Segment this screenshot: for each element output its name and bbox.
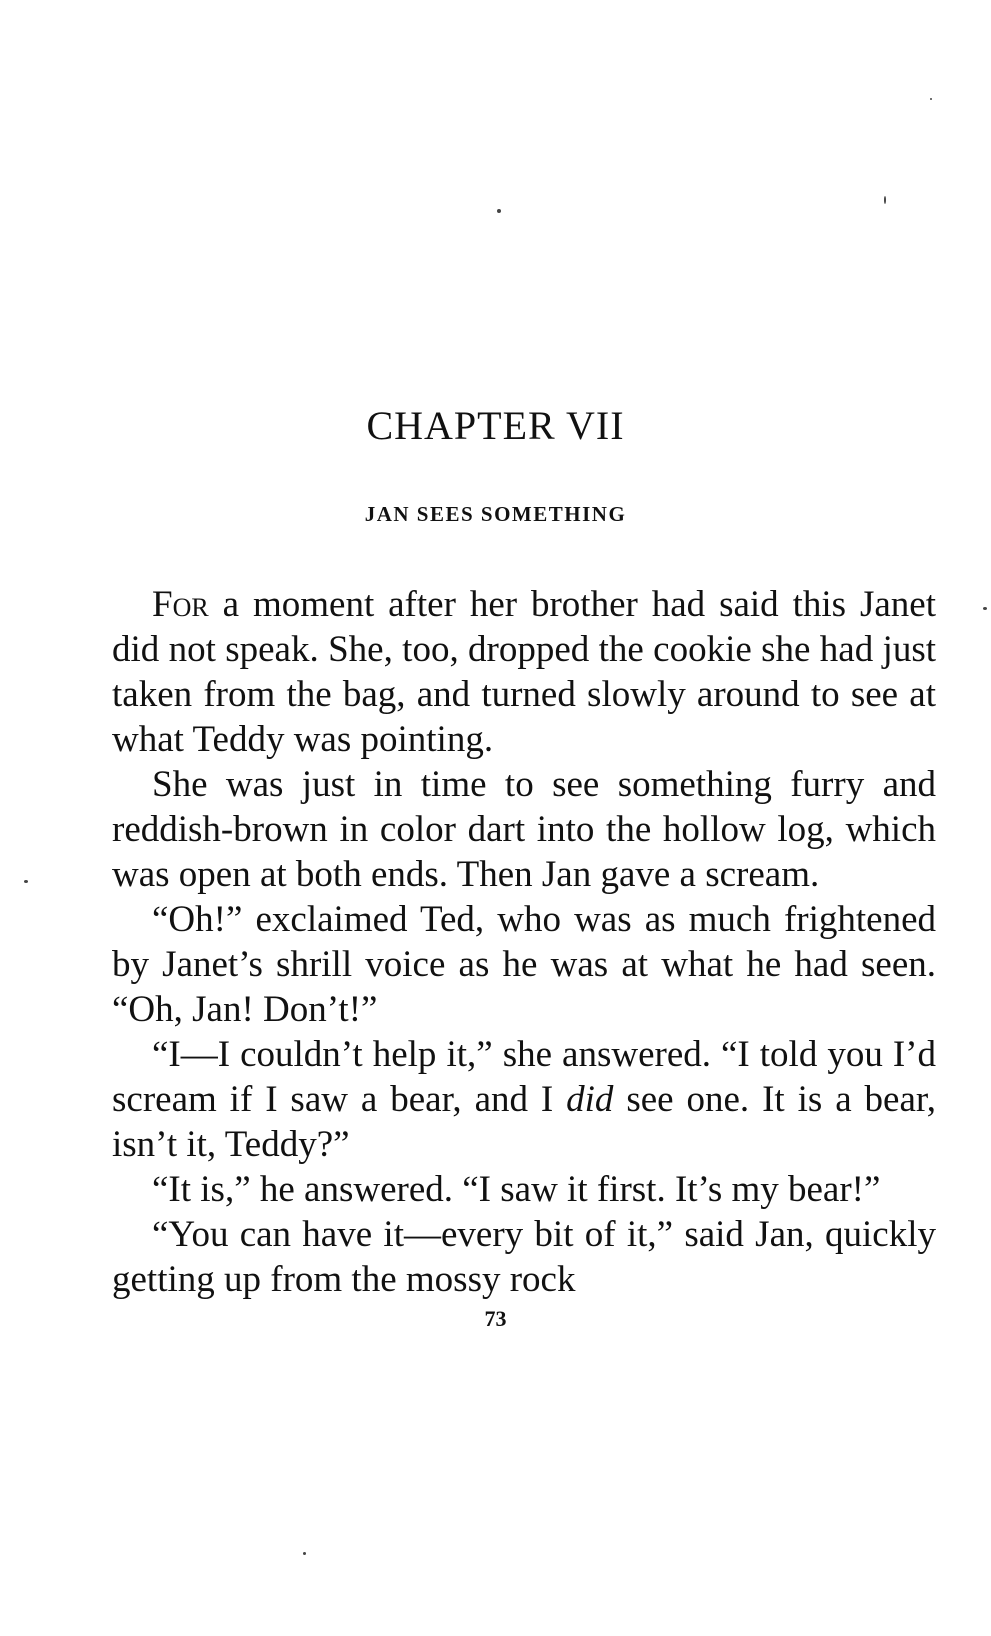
scan-speck [930,98,932,100]
scan-speck [497,209,501,213]
paragraph [112,582,936,762]
scan-speck [303,1552,306,1555]
paragraph-text: see one. It is a bear, isn’t it, Teddy?” [112,1079,936,1165]
scan-speck [983,607,987,610]
scan-speck [24,880,28,883]
paragraph: She was just in time to see something furry and reddish-brown in color dart into the hollow log, which was open at both ends. Then Jan gave a scream. [112,764,936,895]
paragraph [112,1032,936,1167]
paragraph: “You can have it—every bit of it,” said Jan, quickly getting up from the mossy rock [112,1214,936,1300]
chapter-body [112,582,936,1302]
paragraph: “It is,” he answered. “I saw it first. It’s my bear!” [152,1169,881,1210]
paragraph-text: “I—I couldn’t help it,” she answered. “I told you I’d scream if I saw a bear, and I [112,1034,936,1120]
chapter-subtitle: JAN SEES SOMETHING [364,502,627,526]
scan-speck [884,196,886,204]
paragraph-text: a moment after her brother had said this Janet did not speak. She, too, dropped the cookie she had just taken from the bag, and turned slowly around to see at what Teddy was pointing. [112,584,936,760]
emphasized-word: did [566,1079,614,1120]
page-number: 73 [484,1306,507,1331]
chapter-title: CHAPTER VII [366,403,625,448]
paragraph-lead-word: For [152,584,209,625]
paragraph: “Oh!” exclaimed Ted, who was as much frightened by Janet’s shrill voice as he was at what he had seen. “Oh, Jan! Don’t!” [112,899,936,1030]
